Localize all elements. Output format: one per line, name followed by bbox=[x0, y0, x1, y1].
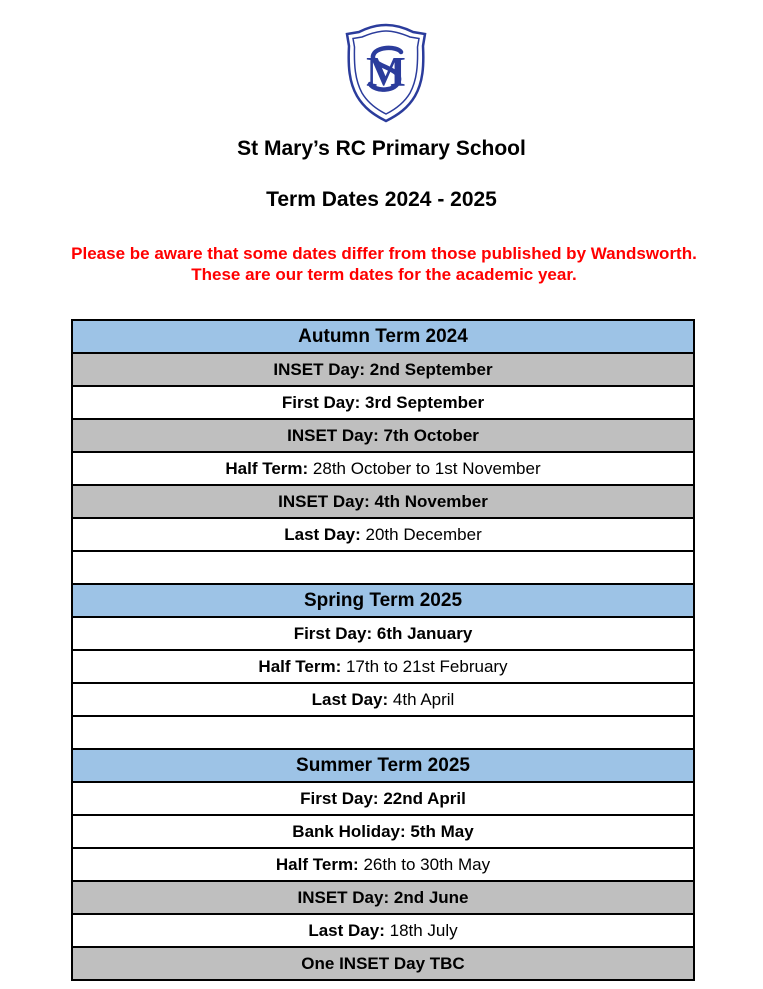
row-value: 3rd September bbox=[365, 392, 485, 412]
row-value: 4th November bbox=[374, 491, 488, 511]
table-row bbox=[73, 651, 693, 684]
row-value: 2nd June bbox=[393, 887, 469, 907]
row-value: 28th October to 1st November bbox=[312, 458, 541, 478]
page-title: Term Dates 2024 - 2025 bbox=[266, 188, 497, 211]
row-label: First Day: bbox=[281, 392, 361, 412]
row-label: Last Day: bbox=[311, 689, 389, 709]
row-label: First Day: bbox=[300, 788, 379, 808]
notice-line-2: These are our term dates for the academic year. bbox=[191, 265, 577, 284]
row-label: Half Term: bbox=[258, 656, 342, 676]
notice-text bbox=[0, 243, 763, 285]
row-label: INSET Day: bbox=[287, 425, 379, 445]
row-value: 18th July bbox=[389, 920, 458, 940]
table-row bbox=[73, 915, 693, 948]
row-label: INSET Day: bbox=[297, 887, 390, 907]
row-label: Half Term: bbox=[275, 854, 359, 874]
school-crest-logo bbox=[343, 22, 429, 124]
table-row bbox=[73, 519, 693, 552]
row-value: 6th January bbox=[376, 623, 473, 643]
row-label: Half Term: bbox=[225, 458, 309, 478]
row-label: One INSET Day TBC bbox=[301, 953, 465, 973]
svg-text:M: M bbox=[366, 50, 406, 96]
spacer-row bbox=[73, 717, 693, 750]
row-value: 7th October bbox=[383, 425, 479, 445]
summer-term-header: Summer Term 2025 bbox=[73, 750, 693, 783]
row-label: Bank Holiday: bbox=[292, 821, 406, 841]
term-dates-table bbox=[71, 319, 695, 981]
table-row bbox=[73, 387, 693, 420]
row-label: INSET Day: bbox=[278, 491, 370, 511]
row-label: Last Day: bbox=[308, 920, 385, 940]
row-label: First Day: bbox=[293, 623, 373, 643]
row-value: 26th to 30th May bbox=[363, 854, 491, 874]
table-row bbox=[73, 849, 693, 882]
table-row bbox=[73, 486, 693, 519]
table-row bbox=[73, 618, 693, 651]
table-row bbox=[73, 816, 693, 849]
row-value: 5th May bbox=[410, 821, 474, 841]
school-name: St Mary’s RC Primary School bbox=[237, 137, 526, 160]
row-value: 2nd September bbox=[369, 359, 493, 379]
spring-term-header: Spring Term 2025 bbox=[73, 585, 693, 618]
row-label: INSET Day: bbox=[273, 359, 366, 379]
autumn-term-header: Autumn Term 2024 bbox=[73, 321, 693, 354]
table-row bbox=[73, 354, 693, 387]
row-value: 22nd April bbox=[383, 788, 466, 808]
table-row bbox=[73, 882, 693, 915]
row-value: 17th to 21st February bbox=[345, 656, 508, 676]
table-row bbox=[73, 684, 693, 717]
spacer-row bbox=[73, 552, 693, 585]
notice-line-1: Please be aware that some dates differ from those published by Wandsworth. bbox=[71, 244, 697, 263]
inset-tbc-row bbox=[73, 948, 693, 981]
table-row bbox=[73, 420, 693, 453]
row-label: Last Day: bbox=[284, 524, 361, 544]
row-value: 4th April bbox=[392, 689, 455, 709]
row-value: 20th December bbox=[365, 524, 482, 544]
table-row bbox=[73, 453, 693, 486]
table-row bbox=[73, 783, 693, 816]
